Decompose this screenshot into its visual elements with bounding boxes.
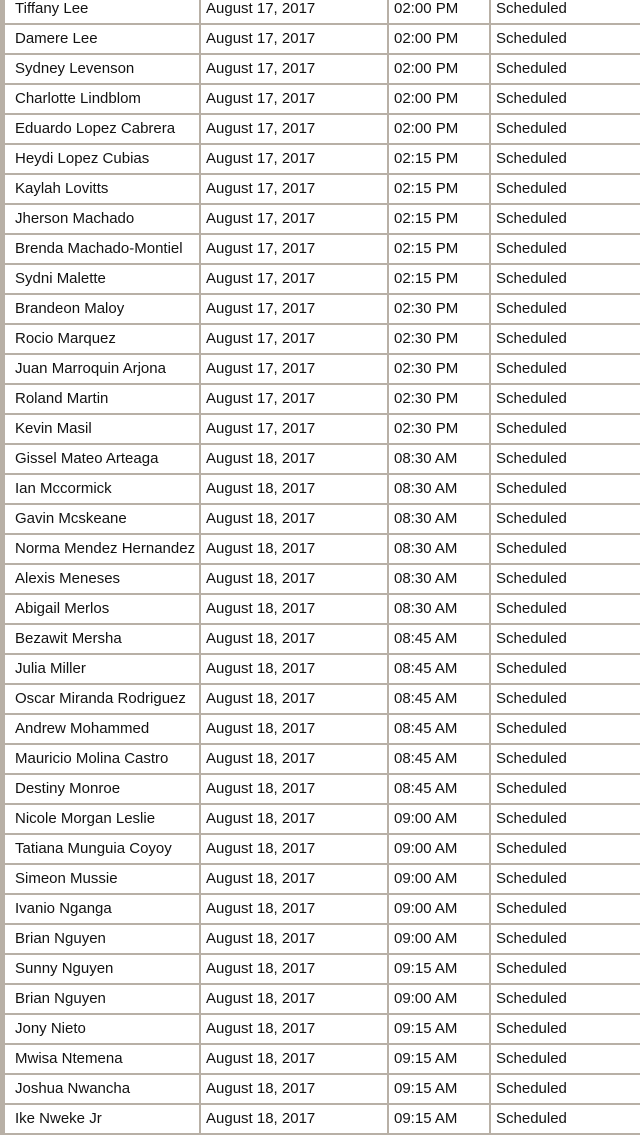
time-cell: 08:30 AM xyxy=(389,595,491,623)
time-cell: 08:45 AM xyxy=(389,715,491,743)
table-row xyxy=(0,505,640,535)
status-cell: Scheduled xyxy=(496,0,567,17)
status-cell: Scheduled xyxy=(496,450,567,467)
time-cell: 02:00 PM xyxy=(389,85,491,113)
time-cell: 02:30 PM xyxy=(389,325,491,353)
table-row xyxy=(0,535,640,565)
date-cell: August 18, 2017 xyxy=(201,775,389,803)
student-name-cell: Bezawit Mersha xyxy=(0,625,201,653)
table-row xyxy=(0,685,640,715)
student-name-cell: Abigail Merlos xyxy=(0,595,201,623)
time-cell: 08:30 AM xyxy=(389,535,491,563)
status-cell: Scheduled xyxy=(496,90,567,107)
table-row xyxy=(0,715,640,745)
time-cell: 09:00 AM xyxy=(389,835,491,863)
table-row xyxy=(0,85,640,115)
student-name-cell: Ivanio Nganga xyxy=(0,895,201,923)
table-row xyxy=(0,595,640,625)
date-cell: August 18, 2017 xyxy=(201,1075,389,1103)
student-name-cell: Eduardo Lopez Cabrera xyxy=(0,115,201,143)
date-cell: August 17, 2017 xyxy=(201,85,389,113)
student-name-cell: Kaylah Lovitts xyxy=(0,175,201,203)
student-name-cell: Tatiana Munguia Coyoy xyxy=(0,835,201,863)
table-row xyxy=(0,265,640,295)
date-cell: August 18, 2017 xyxy=(201,955,389,983)
time-cell: 09:15 AM xyxy=(389,1105,491,1133)
date-cell: August 18, 2017 xyxy=(201,505,389,533)
status-cell: Scheduled xyxy=(496,510,567,527)
date-cell: August 18, 2017 xyxy=(201,445,389,473)
status-cell: Scheduled xyxy=(496,30,567,47)
student-name-cell: Sydney Levenson xyxy=(0,55,201,83)
student-name-cell: Oscar Miranda Rodriguez xyxy=(0,685,201,713)
student-name-cell: Joshua Nwancha xyxy=(0,1075,201,1103)
table-row xyxy=(0,745,640,775)
student-name-cell: Simeon Mussie xyxy=(0,865,201,893)
student-name-cell: Gissel Mateo Arteaga xyxy=(0,445,201,473)
time-cell: 09:00 AM xyxy=(389,895,491,923)
table-row xyxy=(0,0,640,25)
date-cell: August 18, 2017 xyxy=(201,715,389,743)
status-cell: Scheduled xyxy=(496,840,567,857)
date-cell: August 17, 2017 xyxy=(201,0,389,23)
table-row xyxy=(0,205,640,235)
date-cell: August 17, 2017 xyxy=(201,415,389,443)
student-name-cell: Sunny Nguyen xyxy=(0,955,201,983)
date-cell: August 17, 2017 xyxy=(201,175,389,203)
status-cell: Scheduled xyxy=(496,300,567,317)
table-row xyxy=(0,565,640,595)
table-row xyxy=(0,355,640,385)
time-cell: 02:15 PM xyxy=(389,265,491,293)
date-cell: August 17, 2017 xyxy=(201,55,389,83)
table-row xyxy=(0,475,640,505)
table-row xyxy=(0,775,640,805)
status-cell: Scheduled xyxy=(496,750,567,767)
date-cell: August 18, 2017 xyxy=(201,625,389,653)
status-cell: Scheduled xyxy=(496,180,567,197)
date-cell: August 18, 2017 xyxy=(201,595,389,623)
date-cell: August 18, 2017 xyxy=(201,985,389,1013)
student-name-cell: Norma Mendez Hernandez xyxy=(0,535,201,563)
time-cell: 08:30 AM xyxy=(389,505,491,533)
table-row xyxy=(0,415,640,445)
date-cell: August 18, 2017 xyxy=(201,925,389,953)
time-cell: 09:00 AM xyxy=(389,805,491,833)
date-cell: August 18, 2017 xyxy=(201,475,389,503)
date-cell: August 18, 2017 xyxy=(201,1105,389,1133)
date-cell: August 18, 2017 xyxy=(201,565,389,593)
time-cell: 08:45 AM xyxy=(389,625,491,653)
student-name-cell: Sydni Malette xyxy=(0,265,201,293)
time-cell: 08:45 AM xyxy=(389,745,491,773)
date-cell: August 17, 2017 xyxy=(201,355,389,383)
student-name-cell: Jony Nieto xyxy=(0,1015,201,1043)
status-cell: Scheduled xyxy=(496,120,567,137)
time-cell: 09:15 AM xyxy=(389,1075,491,1103)
student-name-cell: Brandeon Maloy xyxy=(0,295,201,323)
time-cell: 09:15 AM xyxy=(389,1045,491,1073)
table-row xyxy=(0,895,640,925)
student-name-cell: Ian Mccormick xyxy=(0,475,201,503)
status-cell: Scheduled xyxy=(496,330,567,347)
table-row xyxy=(0,625,640,655)
table-row xyxy=(0,1015,640,1045)
date-cell: August 17, 2017 xyxy=(201,325,389,353)
date-cell: August 18, 2017 xyxy=(201,865,389,893)
status-cell: Scheduled xyxy=(496,270,567,287)
date-cell: August 17, 2017 xyxy=(201,295,389,323)
table-row xyxy=(0,115,640,145)
date-cell: August 18, 2017 xyxy=(201,1015,389,1043)
table-row xyxy=(0,295,640,325)
date-cell: August 17, 2017 xyxy=(201,25,389,53)
time-cell: 02:30 PM xyxy=(389,355,491,383)
time-cell: 08:45 AM xyxy=(389,775,491,803)
status-cell: Scheduled xyxy=(496,630,567,647)
table-row xyxy=(0,55,640,85)
table-row xyxy=(0,1075,640,1105)
table-row xyxy=(0,865,640,895)
student-name-cell: Ike Nweke Jr xyxy=(0,1105,201,1133)
time-cell: 02:15 PM xyxy=(389,235,491,263)
status-cell: Scheduled xyxy=(496,930,567,947)
table-row xyxy=(0,835,640,865)
student-name-cell: Kevin Masil xyxy=(0,415,201,443)
status-cell: Scheduled xyxy=(496,1050,567,1067)
status-cell: Scheduled xyxy=(496,870,567,887)
student-name-cell: Charlotte Lindblom xyxy=(0,85,201,113)
date-cell: August 18, 2017 xyxy=(201,835,389,863)
date-cell: August 17, 2017 xyxy=(201,385,389,413)
student-name-cell: Damere Lee xyxy=(0,25,201,53)
status-cell: Scheduled xyxy=(496,1110,567,1127)
status-cell: Scheduled xyxy=(496,690,567,707)
student-name-cell: Andrew Mohammed xyxy=(0,715,201,743)
table-row xyxy=(0,1105,640,1135)
status-cell: Scheduled xyxy=(496,60,567,77)
date-cell: August 17, 2017 xyxy=(201,265,389,293)
status-cell: Scheduled xyxy=(496,660,567,677)
time-cell: 02:30 PM xyxy=(389,385,491,413)
time-cell: 09:00 AM xyxy=(389,985,491,1013)
status-cell: Scheduled xyxy=(496,1020,567,1037)
table-row xyxy=(0,1045,640,1075)
table-row xyxy=(0,805,640,835)
time-cell: 02:00 PM xyxy=(389,25,491,53)
student-name-cell: Nicole Morgan Leslie xyxy=(0,805,201,833)
date-cell: August 17, 2017 xyxy=(201,205,389,233)
table-row xyxy=(0,925,640,955)
status-cell: Scheduled xyxy=(496,540,567,557)
status-cell: Scheduled xyxy=(496,960,567,977)
student-name-cell: Julia Miller xyxy=(0,655,201,683)
student-name-cell: Tiffany Lee xyxy=(0,0,201,23)
date-cell: August 18, 2017 xyxy=(201,685,389,713)
date-cell: August 18, 2017 xyxy=(201,1045,389,1073)
student-name-cell: Juan Marroquin Arjona xyxy=(0,355,201,383)
time-cell: 02:30 PM xyxy=(389,295,491,323)
status-cell: Scheduled xyxy=(496,810,567,827)
student-name-cell: Brian Nguyen xyxy=(0,985,201,1013)
status-cell: Scheduled xyxy=(496,210,567,227)
student-name-cell: Brenda Machado-Montiel xyxy=(0,235,201,263)
time-cell: 02:00 PM xyxy=(389,115,491,143)
date-cell: August 17, 2017 xyxy=(201,235,389,263)
time-cell: 08:30 AM xyxy=(389,565,491,593)
date-cell: August 18, 2017 xyxy=(201,655,389,683)
status-cell: Scheduled xyxy=(496,990,567,1007)
date-cell: August 18, 2017 xyxy=(201,805,389,833)
table-row xyxy=(0,175,640,205)
time-cell: 02:30 PM xyxy=(389,415,491,443)
student-name-cell: Rocio Marquez xyxy=(0,325,201,353)
student-name-cell: Jherson Machado xyxy=(0,205,201,233)
status-cell: Scheduled xyxy=(496,150,567,167)
student-name-cell: Alexis Meneses xyxy=(0,565,201,593)
status-cell: Scheduled xyxy=(496,570,567,587)
student-name-cell: Heydi Lopez Cubias xyxy=(0,145,201,173)
time-cell: 02:15 PM xyxy=(389,175,491,203)
status-cell: Scheduled xyxy=(496,780,567,797)
date-cell: August 18, 2017 xyxy=(201,535,389,563)
date-cell: August 17, 2017 xyxy=(201,145,389,173)
date-cell: August 17, 2017 xyxy=(201,115,389,143)
status-cell: Scheduled xyxy=(496,1080,567,1097)
student-name-cell: Mwisa Ntemena xyxy=(0,1045,201,1073)
status-cell: Scheduled xyxy=(496,600,567,617)
table-row xyxy=(0,235,640,265)
time-cell: 02:00 PM xyxy=(389,55,491,83)
time-cell: 09:00 AM xyxy=(389,865,491,893)
date-cell: August 18, 2017 xyxy=(201,895,389,923)
student-name-cell: Gavin Mcskeane xyxy=(0,505,201,533)
status-cell: Scheduled xyxy=(496,390,567,407)
time-cell: 08:45 AM xyxy=(389,685,491,713)
status-cell: Scheduled xyxy=(496,240,567,257)
time-cell: 09:15 AM xyxy=(389,955,491,983)
table-row xyxy=(0,955,640,985)
time-cell: 08:30 AM xyxy=(389,475,491,503)
time-cell: 02:00 PM xyxy=(389,0,491,23)
time-cell: 08:30 AM xyxy=(389,445,491,473)
table-row xyxy=(0,385,640,415)
time-cell: 08:45 AM xyxy=(389,655,491,683)
table-row xyxy=(0,145,640,175)
status-cell: Scheduled xyxy=(496,720,567,737)
table-row xyxy=(0,25,640,55)
time-cell: 02:15 PM xyxy=(389,205,491,233)
student-name-cell: Mauricio Molina Castro xyxy=(0,745,201,773)
status-cell: Scheduled xyxy=(496,900,567,917)
student-name-cell: Brian Nguyen xyxy=(0,925,201,953)
status-cell: Scheduled xyxy=(496,420,567,437)
date-cell: August 18, 2017 xyxy=(201,745,389,773)
time-cell: 09:00 AM xyxy=(389,925,491,953)
status-cell: Scheduled xyxy=(496,480,567,497)
status-cell: Scheduled xyxy=(496,360,567,377)
student-name-cell: Destiny Monroe xyxy=(0,775,201,803)
table-row xyxy=(0,655,640,685)
student-name-cell: Roland Martin xyxy=(0,385,201,413)
table-row xyxy=(0,325,640,355)
time-cell: 02:15 PM xyxy=(389,145,491,173)
time-cell: 09:15 AM xyxy=(389,1015,491,1043)
table-row xyxy=(0,445,640,475)
table-row xyxy=(0,985,640,1015)
